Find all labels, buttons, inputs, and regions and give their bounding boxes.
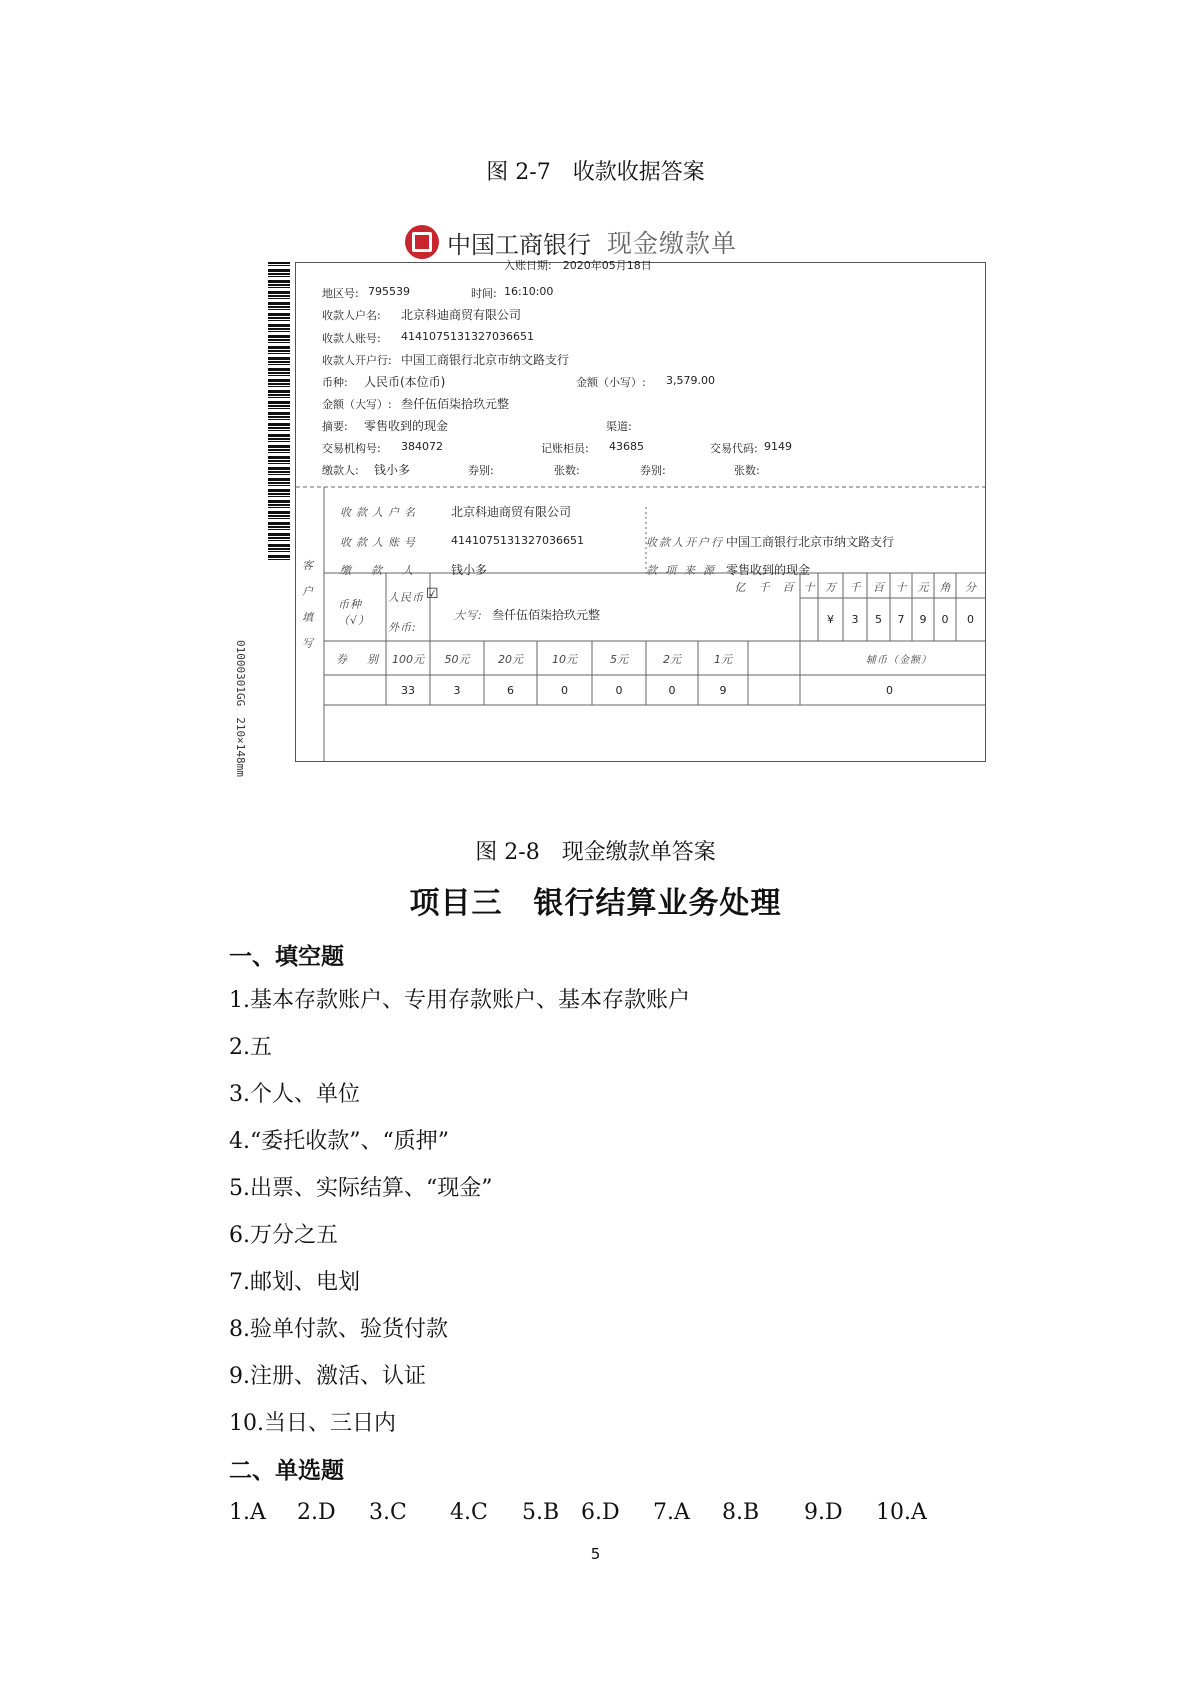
- org-label: 交易机构号:: [322, 442, 381, 455]
- choice-answer: 8.B: [722, 1500, 760, 1525]
- payee-bank-label: 收款人开户行:: [322, 354, 392, 367]
- lower-payer: 钱小多: [451, 563, 488, 577]
- bank-name: 中国工商银行: [447, 230, 591, 259]
- bank-header: [405, 222, 737, 262]
- digit-value: 7: [897, 613, 905, 626]
- digit-value: 3: [851, 613, 859, 626]
- choice-answer: 2.D: [297, 1500, 336, 1525]
- lower-payer-label: 缴款人: [340, 564, 433, 577]
- answer-item: 4.“委托收款”、“质押”: [229, 1129, 449, 1154]
- org-value: 384072: [401, 440, 443, 453]
- payee-bank: 中国工商银行北京市纳文路支行: [401, 353, 570, 367]
- digit-header: 万: [825, 581, 836, 594]
- denomination-count: 0: [561, 684, 568, 697]
- payee-name: 北京科迪商贸有限公司: [401, 308, 522, 322]
- payee-name-label: 收款人户名:: [322, 309, 381, 322]
- denomination-count: 3: [453, 684, 461, 697]
- denomination: 20元: [498, 653, 523, 666]
- rmb-label: 人民币: [388, 591, 424, 604]
- summary-label: 摘要:: [322, 420, 348, 433]
- digit-header: 千: [849, 581, 861, 594]
- voucher-label: 券别:: [468, 464, 494, 477]
- answer-item: 9.注册、激活、认证: [229, 1364, 426, 1389]
- choice-answer: 1.A: [229, 1500, 266, 1525]
- currency-label: 币种:: [322, 376, 348, 389]
- choice-answer: 3.C: [369, 1500, 407, 1525]
- currency-value: 人民币(本位币): [364, 375, 446, 389]
- section-single-choice: 二、单选题: [229, 1457, 344, 1484]
- choice-answer: 6.D: [581, 1500, 620, 1525]
- denomination: 10元: [552, 653, 577, 666]
- digit-header: 千: [758, 581, 770, 594]
- denomination-label: 券别: [336, 653, 398, 666]
- digit-header: 分: [965, 581, 976, 594]
- denomination-count: 9: [719, 684, 727, 697]
- answer-item: 7.邮划、电划: [229, 1270, 360, 1295]
- channel-label: 渠道:: [606, 420, 632, 433]
- digit-header: 元: [917, 581, 929, 594]
- figure-caption-2-7: 图 2-7 收款收据答案: [486, 160, 705, 185]
- digit-header: 十: [803, 581, 815, 594]
- foreign-label: 外币:: [388, 621, 417, 634]
- figure-caption-2-8: 图 2-8 现金缴款单答案: [475, 840, 716, 865]
- lower-payee-bank-label: 收款人开户行: [646, 536, 724, 549]
- payee-account-label: 收款人账号:: [322, 332, 381, 345]
- denomination-count: 0: [615, 684, 623, 697]
- denomination-count: 6: [507, 684, 514, 697]
- page-number: 5: [590, 1545, 601, 1563]
- caps-label: 大写:: [454, 609, 483, 622]
- entry-date: 入账日期: 2020年05月18日: [504, 259, 652, 272]
- choice-answer: 9.D: [804, 1500, 843, 1525]
- digit-value: 5: [875, 613, 882, 626]
- form-code: 01000301GG 210×148mm: [234, 640, 247, 777]
- area-value: 795539: [368, 285, 410, 298]
- barcode-icon: [268, 262, 290, 560]
- amount-big-label: 金额（大写）:: [322, 398, 392, 411]
- lower-payee-bank: 中国工商银行北京市纳文路支行: [726, 535, 895, 549]
- denomination: 2元: [663, 653, 681, 666]
- rmb-checkbox-icon: ☑: [426, 586, 439, 602]
- voucher-label-2: 券别:: [640, 464, 666, 477]
- amount-small-label: 金额（小写）:: [576, 376, 646, 389]
- coins-value: 0: [886, 684, 893, 697]
- digit-value: ¥: [827, 613, 834, 626]
- lower-source-label: 款项来源: [646, 564, 722, 577]
- answer-item: 8.验单付款、验货付款: [229, 1317, 448, 1342]
- answer-item: 5.出票、实际结算、“现金”: [229, 1176, 493, 1201]
- payee-account: 4141075131327036651: [401, 330, 534, 343]
- teller-value: 43685: [609, 440, 644, 453]
- time-value: 16:10:00: [504, 285, 554, 298]
- sheets-label-2: 张数:: [734, 464, 760, 477]
- payer-value: 钱小多: [374, 463, 411, 477]
- choice-answer: 7.A: [653, 1500, 690, 1525]
- lower-payee-name: 北京科迪商贸有限公司: [451, 505, 572, 519]
- customer-fill-label: 客户填写: [302, 559, 323, 650]
- digit-header: 角: [939, 581, 951, 594]
- payer-label: 缴款人:: [322, 464, 359, 477]
- code-label: 交易代码:: [710, 442, 758, 455]
- digit-value: 9: [919, 613, 927, 626]
- answer-item: 3.个人、单位: [229, 1082, 360, 1107]
- section-fill-in: 一、填空题: [229, 943, 344, 970]
- denomination: 100元: [392, 653, 424, 666]
- slip-title: 现金缴款单: [607, 229, 738, 258]
- answer-item: 10.当日、三日内: [229, 1411, 396, 1436]
- time-label: 时间:: [471, 287, 497, 300]
- cash-deposit-slip: [295, 259, 986, 762]
- answer-item: 2.五: [229, 1035, 272, 1060]
- coins-label: 辅币（金额）: [866, 655, 932, 666]
- lower-payee-account-label: 收款人账号: [340, 536, 420, 549]
- denomination: 50元: [444, 653, 470, 666]
- lower-payee-account: 4141075131327036651: [451, 534, 584, 547]
- answer-item: 6.万分之五: [229, 1223, 338, 1248]
- summary-value: 零售收到的现金: [364, 419, 449, 433]
- lower-payee-name-label: 收款人户名: [340, 506, 420, 519]
- amount-small: 3,579.00: [666, 374, 715, 387]
- answer-item: 1.基本存款账户、专用存款账户、基本存款账户: [229, 988, 690, 1013]
- caps-amount: 叁仟伍佰柒拾玖元整: [492, 608, 601, 622]
- denomination: 1元: [714, 653, 732, 666]
- digit-value: 0: [967, 613, 974, 626]
- digit-value: 0: [941, 613, 949, 626]
- denomination-count: 0: [668, 684, 676, 697]
- amount-big: 叁仟伍佰柒拾玖元整: [401, 397, 510, 411]
- lower-source: 零售收到的现金: [726, 563, 811, 577]
- sheets-label: 张数:: [554, 464, 580, 477]
- digit-header: 亿: [734, 581, 746, 594]
- choice-answer: 4.C: [450, 1500, 488, 1525]
- denomination-count: 33: [401, 684, 415, 697]
- choice-answer: 5.B: [522, 1500, 560, 1525]
- project-title: 项目三 银行结算业务处理: [409, 886, 782, 921]
- icbc-logo-icon: [405, 225, 439, 259]
- denomination: 5元: [610, 653, 628, 666]
- area-label: 地区号:: [322, 287, 359, 300]
- currency-check-label: 币种（√）: [338, 598, 371, 627]
- code-value: 9149: [764, 440, 792, 453]
- digit-header: 十: [895, 581, 907, 594]
- choice-answer: 10.A: [876, 1500, 927, 1525]
- digit-header: 百: [873, 581, 884, 594]
- digit-header: 百: [782, 581, 794, 594]
- teller-label: 记账柜员:: [541, 442, 589, 455]
